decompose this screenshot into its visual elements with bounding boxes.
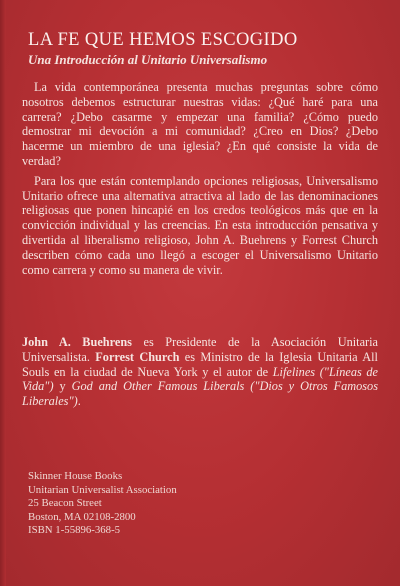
book-subtitle: Una Introducción al Unitario Universalismo <box>28 52 268 67</box>
isbn: ISBN 1-55896-368-5 <box>28 524 121 537</box>
author-name-2: Forrest Church <box>95 349 180 364</box>
description-paragraph-2: Para los que están contemplando opciones religiosas, Universalismo Unitario ofrece una alternativa atractiva al lado de las denominaciones religiosas que ponen hincapié en los credos teológicos más que en la convicción individual y las creencias. En esta introducción pensativa y divertida al liberalismo religioso, John A. Buehrens y Forrest Church describen cómo cada uno llegó a escoger el Universalismo Unitario como carrera y como su manera de vivir. <box>22 173 378 277</box>
spine-shadow <box>0 0 6 586</box>
book-title: LA FE QUE HEMOS ESCOGIDO <box>28 30 298 50</box>
author-bio-text-4: . <box>77 394 81 409</box>
book-reference-1: Lifelines ("Líneas de Vida") <box>22 364 378 394</box>
author-bio-text-1: es Presidente de la Asociación Unitaria Universalista. <box>22 335 378 364</box>
author-bio-text-2: es Ministro de la Iglesia Unitaria All Souls en la ciudad de Nueva York y el autor de <box>22 349 378 379</box>
author-bio-text-3: y <box>53 379 72 394</box>
author-bio <box>22 335 378 409</box>
description-paragraph-1: La vida contemporánea presenta muchas preguntas sobre cómo nosotros debemos estructurar nuestras vidas: ¿Qué haré para una carrera? ¿Debo casarme y empezar una familia? ¿Cómo puedo demostrar mi devoción a mi comunidad? ¿Creo en Dios? ¿Debo hacerme un miembro de una iglesia? ¿En qué consiste la vida de verdad? <box>22 80 378 168</box>
book-reference-2: God and Other Famous Liberals ("Dios y Otros Famosos Liberales") <box>22 379 378 409</box>
publisher-street: 25 Beacon Street <box>28 497 102 510</box>
publisher-block <box>28 470 177 538</box>
author-name-1: John A. Buehrens <box>22 335 132 349</box>
publisher-name: Skinner House Books <box>28 470 123 482</box>
publisher-organization: Unitarian Universalist Association <box>28 483 177 496</box>
description <box>22 80 378 277</box>
publisher-city: Boston, MA 02108-2800 <box>28 510 136 523</box>
